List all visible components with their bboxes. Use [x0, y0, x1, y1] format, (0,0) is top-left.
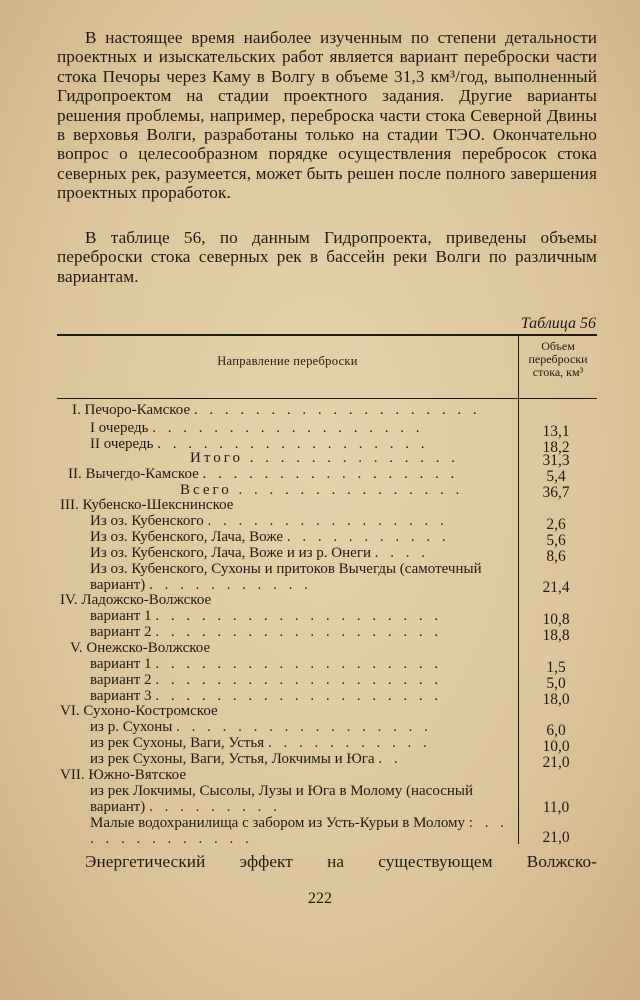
table-top-rule	[57, 334, 597, 336]
table-row: Из оз. Кубенского, Сухоны и притоков Вычегды (самотечный вариант) . . . . . . . . . . .	[90, 561, 482, 593]
table-value: 13,1	[542, 423, 570, 440]
table-header-direction: Направление переброски	[217, 354, 358, 368]
table-value: 8,6	[546, 548, 566, 565]
table-value: 11,0	[542, 799, 570, 816]
table-row: вариант 2 . . . . . . . . . . . . . . . . . . .	[90, 672, 443, 688]
table-row: VII. Южно-Вятское	[60, 767, 186, 783]
table-row: вариант 3 . . . . . . . . . . . . . . . . . . .	[90, 688, 443, 704]
table-row: IV. Ладожско-Волжское	[60, 592, 212, 608]
table-value: 5,6	[546, 532, 566, 549]
table-value: 36,7	[542, 484, 570, 501]
table-row: вариант 2 . . . . . . . . . . . . . . . . . . .	[90, 624, 443, 640]
paragraph-3: Энергетический эффект на существующем Волжско-	[85, 852, 597, 871]
table-header-rule	[57, 398, 597, 399]
table-value: 1,5	[546, 659, 566, 676]
table-row: Всего . . . . . . . . . . . . . . .	[180, 482, 464, 498]
table-value: 5,4	[546, 468, 566, 485]
table-row: вариант 1 . . . . . . . . . . . . . . . . . . .	[90, 656, 443, 672]
table-row: Малые водохранилища с забором из Усть-Курьи в Молому : . . . . . . . . . . . . .	[90, 815, 508, 847]
table-value: 21,0	[542, 754, 570, 771]
table-value: 10,8	[542, 611, 570, 628]
table-row: I. Печоро-Камское . . . . . . . . . . . . . . . . . . .	[72, 402, 481, 418]
paragraph-2: В таблице 56, по данным Гидропроекта, приведены объемы переброски стока северных рек в бассейн реки Волги по различным вариантам.	[57, 228, 597, 286]
table-row: II очередь . . . . . . . . . . . . . . . . . .	[90, 436, 429, 452]
table-row: из рек Локчимы, Сысолы, Лузы и Юга в Молому (насосный вариант) . . . . . . . . .	[90, 783, 473, 815]
table-row: вариант 1 . . . . . . . . . . . . . . . . . . .	[90, 608, 443, 624]
table-value: 18,2	[542, 439, 570, 456]
paragraph-1: В настоящее время наиболее изученным по степени детальности проектных и изыскательских работ является вариант переброски части стока Печоры через Каму в Волгу в объеме 31,3 км³/год, выполненный Гидропроектом на стадии проектного задания. Другие варианты решения проблемы, например, переброска части стока Северной Двины в верховья Волги, разработаны только на стадии ТЭО. Окончательно вопрос о целесообразном порядке осуществления перебросок стока северных рек, разумеется, может быть решен после полного завершения проектных проработок.	[57, 28, 597, 203]
table-row: I очередь . . . . . . . . . . . . . . . . . .	[90, 420, 424, 436]
table-value: 2,6	[546, 516, 566, 533]
table-row: Из оз. Кубенского . . . . . . . . . . . . . . . .	[90, 513, 448, 529]
table-row: Из оз. Кубенского, Лача, Воже . . . . . . . . . . .	[90, 529, 450, 545]
table-value: 21,0	[542, 829, 570, 846]
table-header-volume: Объем переброски стока, км³	[528, 339, 588, 379]
table-row: из р. Сухоны . . . . . . . . . . . . . . . . .	[90, 719, 432, 735]
table-caption: Таблица 56	[520, 315, 596, 332]
table-row: VI. Сухоно-Костромское	[60, 703, 218, 719]
table-value: 6,0	[546, 722, 566, 739]
table-value: 31,3	[542, 452, 570, 469]
table-value: 21,4	[542, 579, 570, 596]
page-number: 222	[308, 890, 332, 907]
table-row: V. Онежско-Волжское	[70, 640, 211, 656]
table-value: 18,8	[542, 627, 570, 644]
table-row: II. Вычегдо-Камское . . . . . . . . . . . . . . . . .	[68, 466, 459, 482]
table-value: 10,0	[542, 738, 570, 755]
table-row: III. Кубенско-Шекснинское	[60, 497, 234, 513]
table-row: Итого . . . . . . . . . . . . . .	[190, 450, 459, 466]
table-value: 18,0	[542, 691, 570, 708]
table-value: 5,0	[546, 675, 566, 692]
table-row: из рек Сухоны, Ваги, Устья . . . . . . . . . . .	[90, 735, 431, 751]
table-row: Из оз. Кубенского, Лача, Воже и из р. Онеги . . . .	[90, 545, 430, 561]
table-row: из рек Сухоны, Ваги, Устья, Локчимы и Юга . .	[90, 751, 402, 767]
